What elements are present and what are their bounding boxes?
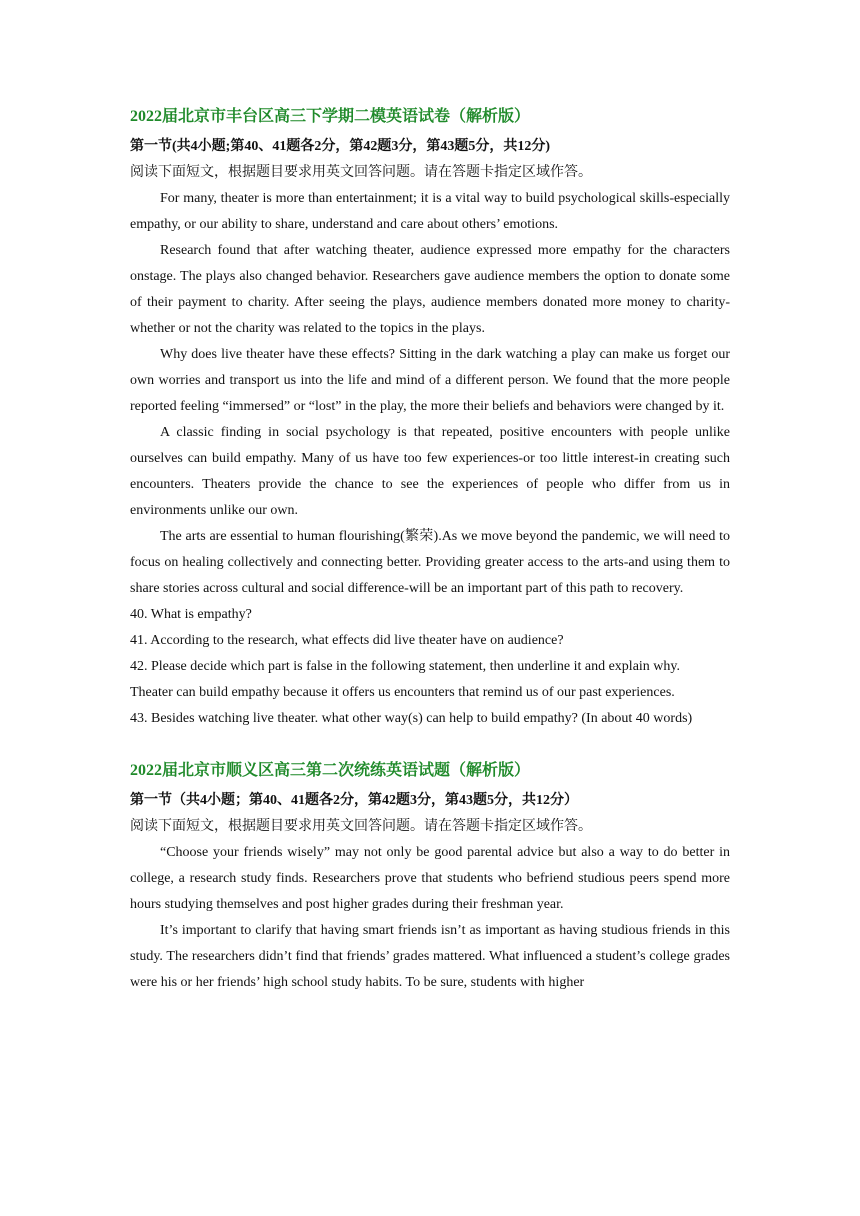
section-1-paragraph-3: Why does live theater have these effects? Sitting in the dark watching a play can make us forget our own worries and transport us into the life and mind of a different person. We found that the more people reported feeling “immersed” or “lost” in the play, the more their beliefs and behaviors were changed by it. [130, 347, 730, 414]
section-2-instruction: 阅读下面短文，根据题目要求用英文回答问题。请在答题卡指定区域作答。 [130, 819, 592, 834]
section-2-paragraph-2: It’s important to clarify that having smart friends isn’t as important as having studious friends in this study. The researchers didn’t find that friends’ grades mattered. What influenced a student’s college grades were his or her friends’ high school study habits. To be sure, students with higher [130, 923, 730, 990]
section-2-paragraph-1: “Choose your friends wisely” may not only be good parental advice but also a way to do better in college, a research study finds. Researchers prove that students who befriend studious peers spend more hours studying themselves and post higher grades during their freshman year. [130, 845, 730, 912]
question-41: 41. According to the research, what effects did live theater have on audience? [130, 633, 564, 648]
section-2-title: 2022届北京市顺义区高三第二次统练英语试题（解析版） [130, 762, 531, 779]
question-43: 43. Besides watching live theater. what other way(s) can help to build empathy? (In about 40 words) [130, 711, 693, 726]
section-1-instruction: 阅读下面短文，根据题目要求用英文回答问题。请在答题卡指定区域作答。 [130, 165, 592, 180]
section-gap [130, 732, 730, 758]
document-page [130, 104, 730, 996]
section-1-paragraph-4: A classic finding in social psychology is that repeated, positive encounters with people unlike ourselves can build empathy. Many of us have too few experiences-or too little interest-in creating such encounters. Theaters provide the chance to see the experiences of people who differ from us in environments unlike our own. [130, 425, 730, 518]
question-42: 42. Please decide which part is false in the following statement, then underline it and explain why. [130, 659, 680, 674]
section-1-title: 2022届北京市丰台区高三下学期二模英语试卷（解析版） [130, 108, 531, 125]
question-40: 40. What is empathy? [130, 607, 252, 622]
section-1-paragraph-2: Research found that after watching theater, audience expressed more empathy for the characters onstage. The plays also changed behavior. Researchers gave audience members the option to donate some of their payment to charity. After seeing the plays, audience members donated more money to charity-whether or not the charity was related to the topics in the plays. [130, 243, 730, 336]
section-1-paragraph-1: For many, theater is more than entertainment; it is a vital way to build psychological skills-especially empathy, or our ability to share, understand and care about others’ emotions. [130, 191, 730, 232]
section-1-paragraph-5: The arts are essential to human flourishing(繁荣).As we move beyond the pandemic, we will need to focus on healing collectively and connecting better. Providing greater access to the arts-and using them to share stories across cultural and social difference-will be an important part of this path to recovery. [130, 529, 730, 596]
question-42-statement: Theater can build empathy because it offers us encounters that remind us of our past experiences. [130, 685, 675, 700]
section-1-subtitle: 第一节(共4小题;第40、41题各2分，第42题3分，第43题5分，共12分) [130, 139, 550, 154]
section-2-subtitle: 第一节（共4小题；第40、41题各2分，第42题3分，第43题5分，共12分） [130, 793, 578, 808]
